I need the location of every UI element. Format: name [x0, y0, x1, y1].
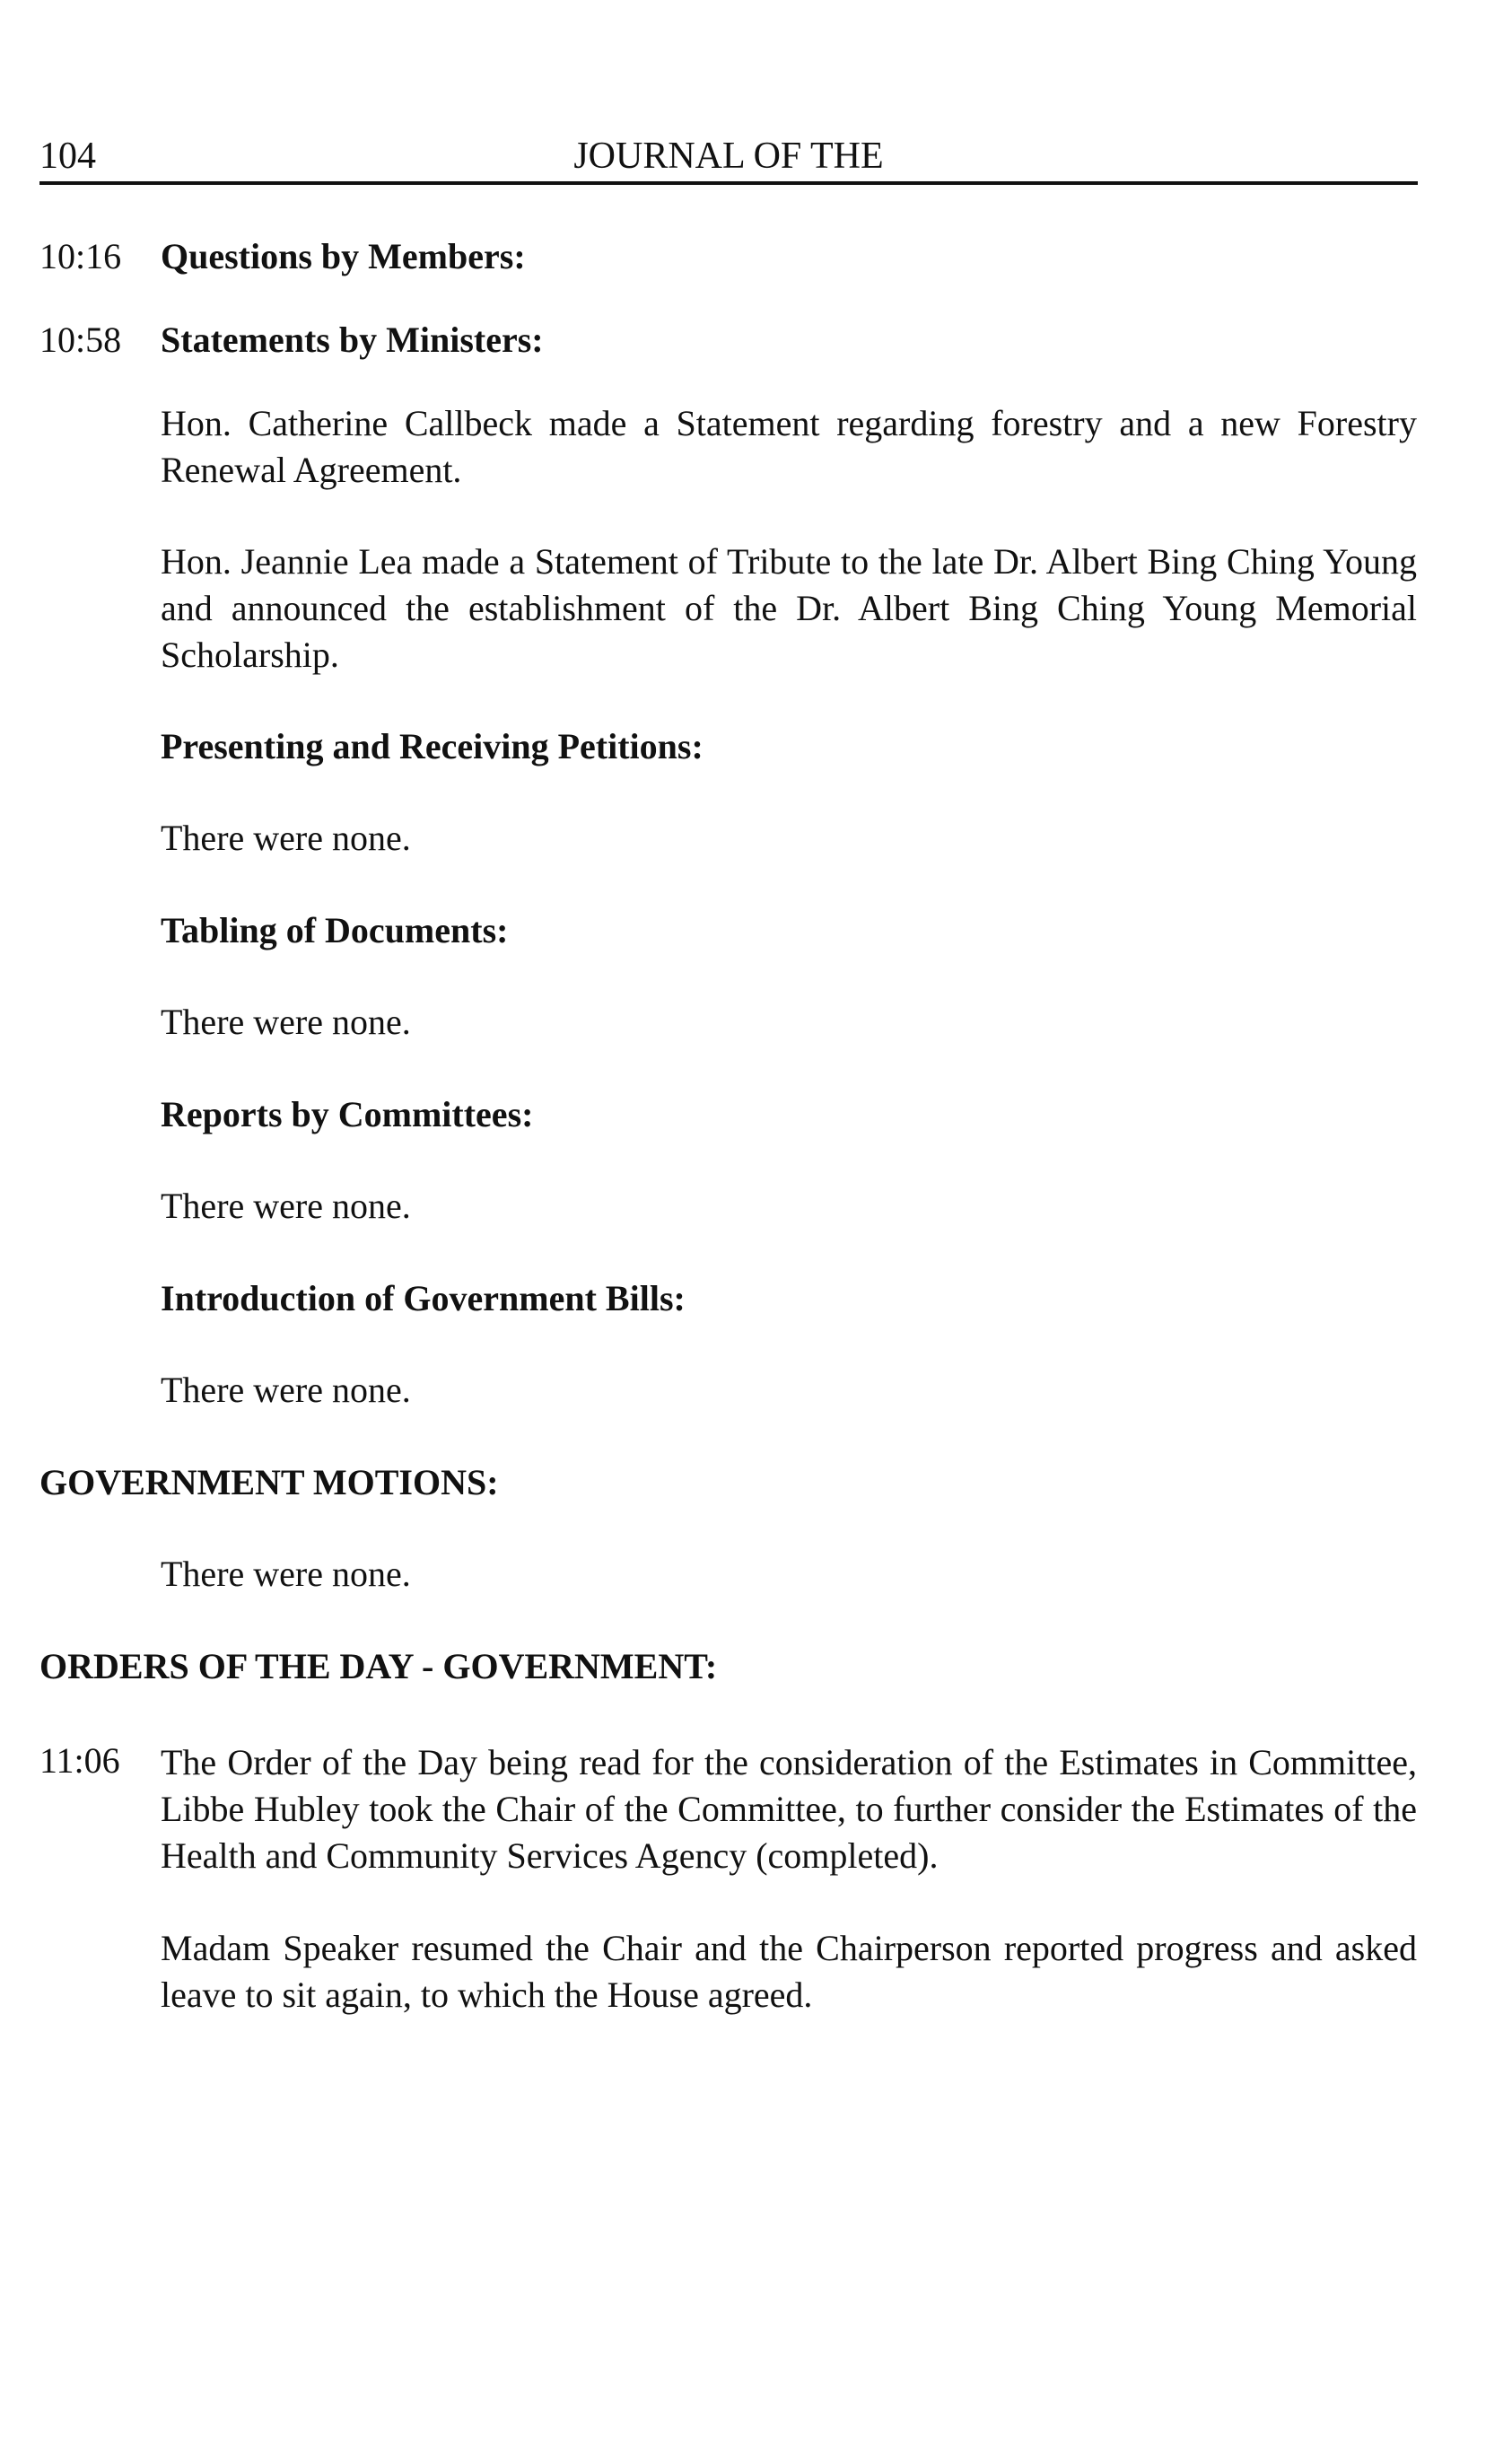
section-body: There were none.	[161, 1002, 411, 1042]
section-heading-orders-of-the-day: ORDERS OF THE DAY - GOVERNMENT:	[39, 1646, 718, 1686]
running-head: JOURNAL OF THE	[573, 136, 884, 177]
page-number: 104	[39, 136, 96, 177]
statement-paragraph: Hon. Jeannie Lea made a Statement of Tribute to the late Dr. Albert Bing Ching Young and announced the establishment of the Dr. Albert Bing Ching Young Memorial Scholarship.	[161, 541, 1417, 675]
section-heading-questions: Questions by Members:	[161, 236, 526, 276]
section-body: There were none.	[161, 1370, 411, 1410]
section-body: There were none.	[161, 818, 411, 858]
section-heading-statements: Statements by Ministers:	[161, 320, 544, 360]
orders-paragraph: The Order of the Day being read for the consideration of the Estimates in Committee, Libbe Hubley took the Chair of the Committee, to further consider the Estimates of the Health and Community Services Agency (completed).	[161, 1742, 1417, 1876]
entry-time: 10:58	[39, 320, 122, 360]
section-heading-reports: Reports by Committees:	[161, 1094, 534, 1134]
section-body: There were none.	[161, 1186, 411, 1226]
section-heading-government-motions: GOVERNMENT MOTIONS:	[39, 1462, 499, 1502]
section-heading-petitions: Presenting and Receiving Petitions:	[161, 726, 704, 766]
section-body: There were none.	[161, 1554, 411, 1594]
section-heading-tabling: Tabling of Documents:	[161, 910, 509, 950]
entry-time: 10:16	[39, 236, 122, 276]
page-header	[39, 135, 1418, 185]
section-heading-bills: Introduction of Government Bills:	[161, 1278, 686, 1318]
entry-time: 11:06	[39, 1740, 120, 1781]
orders-paragraph: Madam Speaker resumed the Chair and the Chairperson reported progress and asked leave to sit again, to which the House agreed.	[161, 1928, 1417, 2015]
statement-paragraph: Hon. Catherine Callbeck made a Statement regarding forestry and a new Forestry Renewal Agreement.	[161, 403, 1417, 490]
